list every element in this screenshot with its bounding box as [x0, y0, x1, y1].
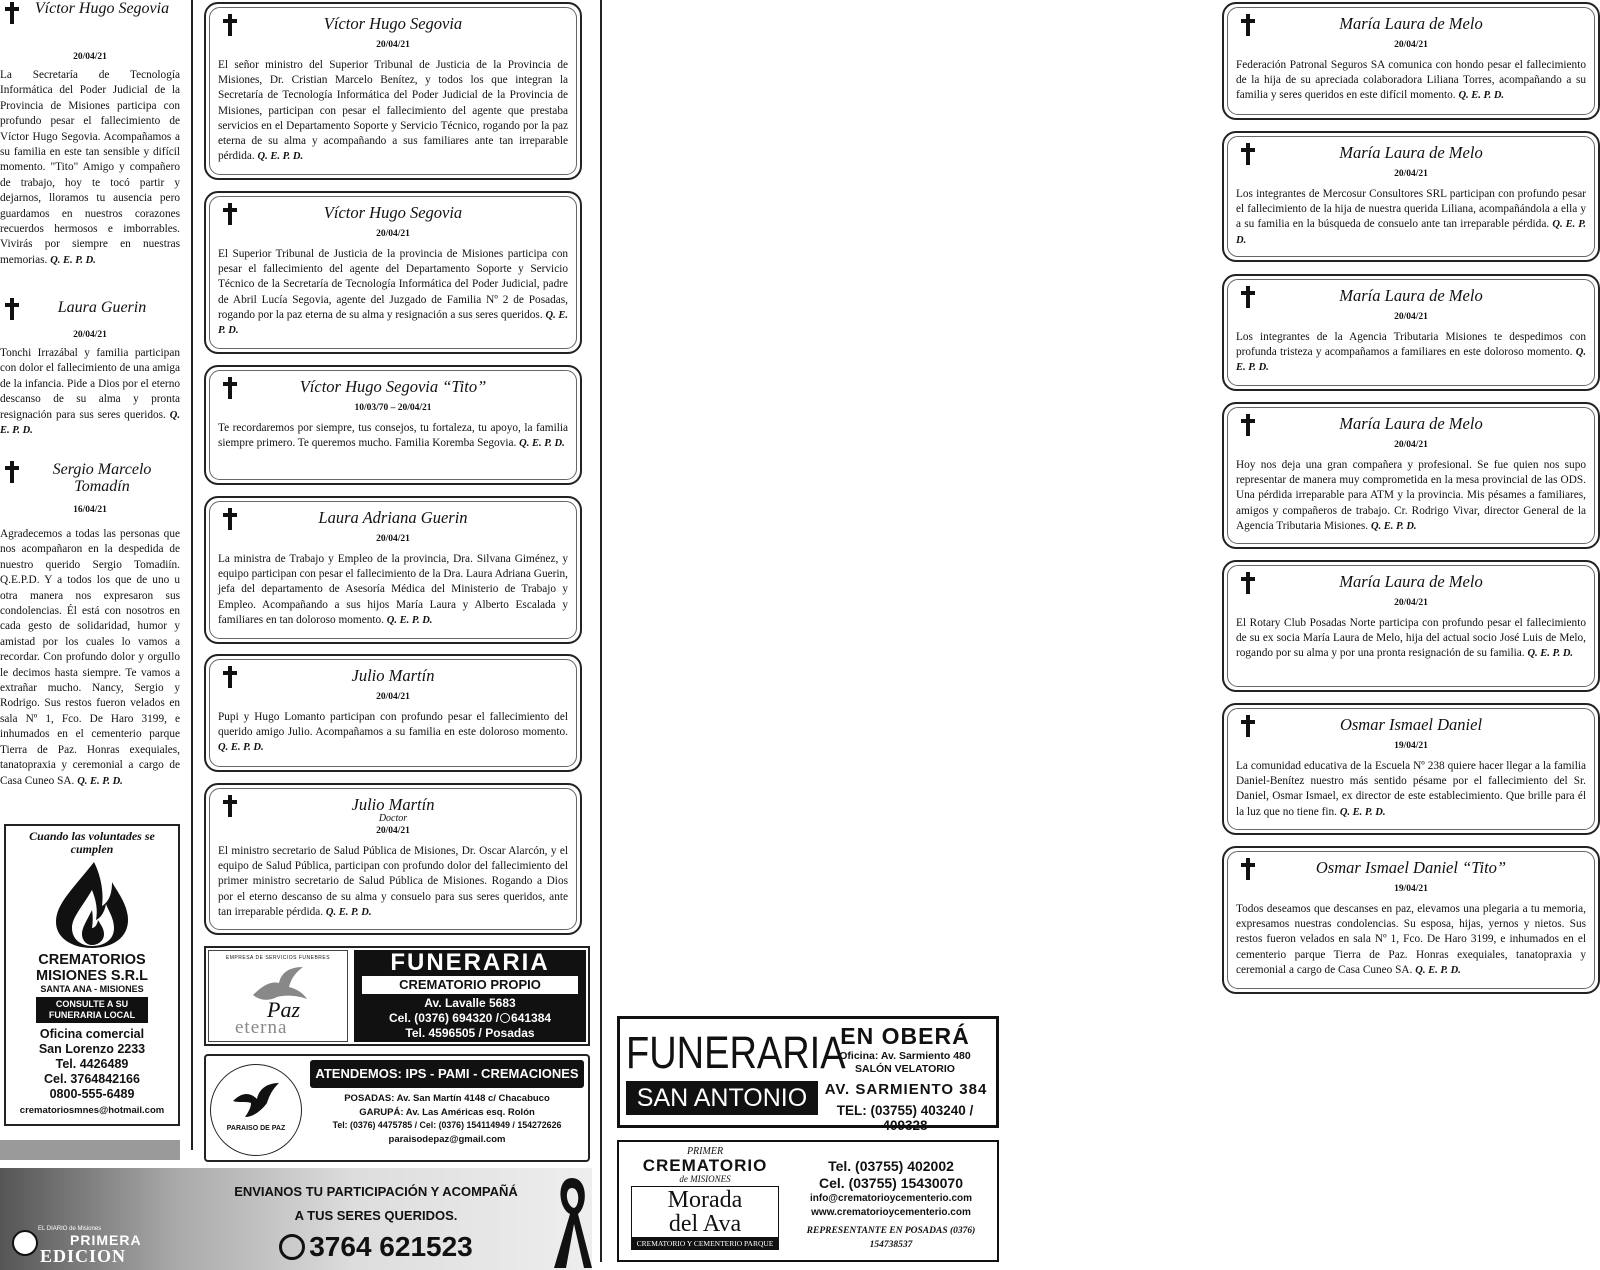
- notice-name: María Laura de Melo: [1339, 414, 1483, 433]
- ad-city: EN OBERÁ: [840, 1023, 970, 1049]
- notice-card: [1222, 402, 1600, 549]
- flame-icon: [42, 860, 142, 948]
- notice-card: [204, 496, 582, 644]
- notice-date: 20/04/21: [376, 229, 410, 239]
- notice-text: Los integrantes de la Agencia Tributaria Misiones te despedimos con profunda tristeza y acompañamos a familiares en este doloroso momento. Q. E. P. D.: [1236, 331, 1587, 374]
- ad-email[interactable]: paraisodepaz@gmail.com: [388, 1133, 506, 1145]
- notice-name: Osmar Ismael Daniel “Tito”: [1315, 858, 1507, 877]
- notice-text: El señor ministro del Superior Tribunal de Justicia de la Provincia de Misiones, Dr. Cristian Marcelo Benítez, y todos los que integran la Secretaría de Tecnología Informática del Poder Judicial de la Provincia de Misiones, participan con pesar el fallecimiento del agente que prestaba servicios en el Departamento Soporte y Servicio Técnico, rogando por la paz eterna de su alma y acompañando a sus familiares ante tan irreparable pérdida. Q. E. P. D.: [218, 59, 568, 163]
- brand-small: EL DIARIO de Misiones: [38, 1226, 102, 1232]
- notice-card: [1222, 2, 1600, 120]
- ad-email[interactable]: info@crematorioycementerio.com: [809, 1193, 973, 1204]
- notice-victor-hugo-segovia-left: [0, 0, 180, 268]
- brand-seal: [12, 1230, 38, 1256]
- cross-icon: [222, 508, 238, 530]
- notice-date: 20/04/21: [1394, 169, 1428, 179]
- notice-card: [1222, 846, 1600, 994]
- ad-tel: TEL: (03755) 403240 / 409328: [836, 1103, 974, 1133]
- notice-text: Agradecemos a todas las personas que nos acompañaron en la despedida de nuestro querido Sergio Tomadiín. Q.E.P.D. Y a todos los que de uno u otra manera nos expresaron sus condolencias. Él está con nosotros en cada gesto de solidaridad, humor y amistad por los cuales lo vamos a recordar. Con profundo dolor y orgullo le decimos hasta siempre. Te vamos a extrañar mucho. Nancy, Sergio y Rodrigo. Sus restos fueron velados en sala Nº 1, Fco. De Haro 3199, e inhumados en el cementerio parque Tierra de Paz. Honras exequiales, tanatopraxia y ceremonial a cargo de Casa Cuneo SA. Q. E. P. D.: [0, 528, 180, 787]
- notice-text: Hoy nos deja una gran compañera y profesional. Se fue quien nos supo representar de manera muy comprometida en la mesa provincial de las ODS. Una pérdida irreparable para ATM y la provincia. Mis pésames a familiares, amigos y compañeros de trabajo. Cr. Rodrigo Vivar, director General de la Agencia Tributaria Misiones. Q. E. P. D.: [1236, 459, 1586, 532]
- left-column: [0, 0, 180, 810]
- notice-text: El ministro secretario de Salud Pública de Misiones, Dr. Oscar Alarcón, y el equipo de Salud Pública, participan con profundo dolor del fallecimiento del primer ministro secretario de Salud Pública de Misiones. Rogando a Dios por el eterno descanso de su alma y consuelo para sus seres queridos, ante tan irreparable pérdida. Q. E. P. D.: [218, 845, 568, 918]
- ad-funeraria-san-antonio: [617, 1016, 999, 1133]
- notice-name: María Laura de Melo: [1339, 143, 1483, 162]
- notice-text: Federación Patronal Seguros SA comunica con hondo pesar el fallecimiento de la hija de su apreciada colaboradora Liliana Torres, acompañando a su familia y seres queridos en este difícil momento. Q. E. P. D.: [1236, 59, 1586, 102]
- notice-date: 16/04/21: [73, 505, 107, 515]
- ad-web[interactable]: www.crematorioycementerio.com: [811, 1207, 971, 1218]
- notice-date: 20/04/21: [1394, 598, 1428, 608]
- cross-icon: [1240, 858, 1256, 880]
- ad-hall: SALÓN VELATORIO: [855, 1063, 955, 1075]
- notice-card: [204, 191, 582, 354]
- notice-date: 20/04/21: [376, 826, 410, 836]
- ad-phones: Tel: (0376) 4475785 / Cel: (0376) 154114949 / 154272626: [332, 1120, 562, 1130]
- notice-text: Tonchi Irrazábal y familia participan con dolor el fallecimiento de una amiga de la infancia. Pide a Dios por el eterno descanso de su alma y pronta resignación para sus seres queridos. Q. E. P. D.: [0, 347, 180, 437]
- ad-title: FUNERARIA: [390, 949, 550, 976]
- notice-name: Sergio Marcelo Tomadín: [52, 461, 152, 495]
- notice-card: [204, 654, 582, 772]
- ad-email[interactable]: crematoriosmnes@hotmail.com: [19, 1105, 165, 1116]
- logo-arc-text: EMPRESA DE SERVICIOS FUNEBRES: [225, 955, 331, 961]
- banner-phone[interactable]: 3764 621523: [200, 1230, 552, 1264]
- ad-company-name: CREMATORIOS MISIONES S.R.L: [36, 952, 148, 984]
- notice-laura-guerin-left: [0, 298, 180, 438]
- morada-name-box: [631, 1186, 779, 1238]
- notice-name: Víctor Hugo Segovia “Tito”: [299, 377, 487, 396]
- notice-text: El Rotary Club Posadas Norte participa con profundo pesar el fallecimiento de su ex socia María Laura de Melo, hija del actual socio José Luis de Melo, rogando por su alma y por una pronta resignación de su familia. Q. E. P. D.: [1236, 617, 1586, 660]
- notice-name: María Laura de Melo: [1339, 286, 1483, 305]
- ad-name: SAN ANTONIO: [626, 1081, 818, 1115]
- notice-card: [204, 2, 582, 180]
- ad-paraiso-de-paz: [204, 1054, 590, 1162]
- notice-name: María Laura de Melo: [1339, 14, 1483, 33]
- notice-text: La ministra de Trabajo y Empleo de la provincia, Dra. Silvana Giménez, y equipo participan con pesar el fallecimiento de la Dra. Laura Adriana Guerin, jefa del departamento de Asesoría Médica del Ministerio de Trabajo y Empleo. Acompañando a sus hijos María Laura y Alberto Escalada y familiares en tan doloroso momento. Q. E. P. D.: [218, 553, 568, 626]
- notice-date: 20/04/21: [376, 40, 410, 50]
- ad-office-label: Oficina comercial: [39, 1027, 145, 1041]
- notice-name: Julio Martín: [351, 666, 435, 685]
- notice-date: 10/03/70 – 20/04/21: [354, 403, 432, 413]
- cross-icon: [4, 2, 20, 24]
- notice-name: Osmar Ismael Daniel: [1339, 715, 1483, 734]
- ad-address: AV. SARMIENTO 384: [824, 1081, 988, 1098]
- notice-date: 19/04/21: [1394, 741, 1428, 751]
- notice-card: [204, 783, 582, 935]
- ad-subtitle: CREMATORIO PROPIO: [362, 976, 578, 994]
- notice-card: [1222, 274, 1600, 391]
- brand-logo: [10, 1226, 160, 1270]
- morada-info: [789, 1158, 993, 1252]
- column-divider-left: [191, 0, 193, 1150]
- ad-phone-3: 0800-555-6489: [49, 1087, 135, 1101]
- whatsapp-icon: [279, 1234, 305, 1260]
- ad-footer: CREMATORIO Y CEMENTERIO PARQUE: [631, 1238, 779, 1250]
- cross-icon: [222, 14, 238, 36]
- notice-name: Julio Martín: [351, 795, 435, 814]
- cross-icon: [4, 461, 20, 483]
- cross-icon: [1240, 143, 1256, 165]
- notice-text: Todos deseamos que descanses en paz, elevamos una plegaria a tu memoria, expresamos nuestras condolencias. Su esposa, hijas, yernos y nietos. Sus restos fueron velados en sala Nº 1, Fco. De Haro 3199, e inhumados en el cementerio parque Tierra de Paz. Honras exequiales, tanatopraxia y ceremonial a cargo de Casa Cuneo SA. Q. E. P. D.: [1236, 903, 1586, 976]
- notice-card: [204, 365, 582, 485]
- morada-logo: [625, 1146, 785, 1250]
- notice-subtitle: Doctor: [378, 813, 408, 824]
- ad-title: CREMATORIO: [642, 1156, 768, 1175]
- notice-text: La comunidad educativa de la Escuela Nº 238 quiere hacer llegar a la familia Daniel-Benítez nuestro más sentido pésame por el fallecimiento del Sr. Daniel, Osmar Ismael, ex director de este establecimiento. Que brille para él la luz que no tiene fin. Q. E. P. D.: [1236, 760, 1586, 818]
- notice-card: [1222, 703, 1600, 835]
- notice-sergio-tomadin-left: [0, 459, 180, 789]
- ad-address: San Lorenzo 2233: [38, 1042, 146, 1056]
- mourning-ribbon-icon: [552, 1168, 592, 1268]
- notice-date: 20/04/21: [1394, 440, 1428, 450]
- notice-name: Víctor Hugo Segovia: [34, 0, 170, 17]
- ad-tel: Tel. 4596505 / Posadas: [405, 1026, 535, 1040]
- ad-consult-banner: CONSULTE A SU FUNERARIA LOCAL: [36, 997, 148, 1023]
- paraiso-logo-text: PARAISO DE PAZ: [226, 1125, 286, 1132]
- notice-name: Víctor Hugo Segovia: [323, 14, 463, 33]
- cross-icon: [1240, 414, 1256, 436]
- cross-icon: [1240, 14, 1256, 36]
- cross-icon: [1240, 286, 1256, 308]
- ad-address-garupa: GARUPÁ: Av. Las Américas esq. Rolón: [359, 1106, 535, 1118]
- notice-name: María Laura de Melo: [1339, 572, 1483, 591]
- ad-primera-edicion: [0, 1168, 592, 1270]
- whatsapp-icon: [500, 1013, 510, 1023]
- notice-name: Laura Adriana Guerin: [318, 508, 468, 527]
- cross-icon: [222, 203, 238, 225]
- ad-phone-2: Cel. 3764842166: [44, 1072, 140, 1086]
- notice-date: 20/04/21: [73, 330, 107, 340]
- paz-eterna-logo: [208, 950, 348, 1042]
- notice-card: [1222, 131, 1600, 262]
- brand-edicion: EDICION: [40, 1246, 127, 1266]
- cross-icon: [1240, 572, 1256, 594]
- column-divider-right: [600, 0, 602, 1262]
- ad-pre: PRIMER: [686, 1146, 724, 1157]
- notice-name: Víctor Hugo Segovia: [323, 203, 463, 222]
- paraiso-info: [310, 1092, 584, 1146]
- cross-icon: [222, 795, 238, 817]
- ad-name-1: Morada: [667, 1187, 743, 1213]
- notice-date: 20/04/21: [73, 52, 107, 62]
- notice-date: 20/04/21: [376, 534, 410, 544]
- notice-date: 20/04/21: [376, 692, 410, 702]
- banner-line-2: A TUS SERES QUERIDOS.: [294, 1208, 458, 1223]
- cross-icon: [222, 377, 238, 399]
- notice-name: Laura Guerin: [57, 299, 147, 316]
- notice-text: La Secretaría de Tecnología Informática del Poder Judicial de la Provincia de Misiones participa con profundo pesar el fallecimiento de Víctor Hugo Segovia. Acompañamos a su familia en este tan sensible y difícil momento. "Tito" Amigo y compañero de trabajo, hoy te tocó partir y dejarnos, lloramos tu ausencia pero guardamos en nuestros corazones recuerdos hermosos e imborrables. Vivirás por siempre en nuestras memorias. Q. E. P. D.: [0, 69, 180, 266]
- brand-primera: PRIMERA: [70, 1232, 142, 1248]
- gray-bar: [0, 1140, 180, 1160]
- notice-date: 19/04/21: [1394, 884, 1428, 894]
- notice-card: [1222, 560, 1600, 692]
- logo-text-eterna: eterna: [235, 1017, 288, 1038]
- ad-cel: Cel. (03755) 15430070: [819, 1175, 963, 1191]
- ad-paz-eterna: [204, 946, 590, 1046]
- cross-icon: [222, 666, 238, 688]
- notice-text: Pupi y Hugo Lomanto participan con profundo pesar el fallecimiento del querido amigo Julio. Acompañamos a su familia en este doloroso momento. Q. E. P. D.: [218, 711, 568, 754]
- ad-name-2: del Ava: [668, 1211, 742, 1237]
- dove-icon: [231, 1081, 281, 1121]
- notice-text: Te recordaremos por siempre, tus consejos, tu fortaleza, tu apoyo, la familia siempre primero. Te queremos mucho. Familia Koremba Segovia. Q. E. P. D.: [218, 422, 568, 450]
- banner-line-1: ENVIANOS TU PARTICIPACIÓN Y ACOMPAÑÁ: [234, 1184, 518, 1199]
- notice-text: El Superior Tribunal de Justicia de la provincia de Misiones participa con pesar el fallecimiento del agente del Departamento Soporte y Servicio Técnico de la Secretaría de Tecnología Informática del Poder Judicial, padre de Abril Lucía Segovia, agente del Juzgado de Familia Nº 2 de Posadas, rogando por la paz eterna de su alma y resignación a sus seres queridos. Q. E. P. D.: [218, 248, 568, 337]
- ad-address: Av. Lavalle 5683: [424, 996, 516, 1010]
- ad-representative: REPRESENTANTE EN POSADAS (0376) 154738537: [806, 1226, 976, 1250]
- ad-location: SANTA ANA - MISIONES: [40, 984, 144, 994]
- ad-cel: Cel. (0376) 694320 / 641384: [388, 1011, 552, 1025]
- ad-crematorios-misiones: [4, 824, 180, 1126]
- ad-tel: Tel. (03755) 402002: [828, 1158, 954, 1174]
- notice-date: 20/04/21: [1394, 312, 1428, 322]
- ad-crematorio-morada-del-ava: [617, 1140, 999, 1262]
- cross-icon: [1240, 715, 1256, 737]
- notice-text: Los integrantes de Mercosur Consultores SRL participan con profundo pesar el fallecimiento de la hija de nuestra querida Liliana, acompañándola a ella y a su familia en la búsqueda de consuelo ante tan irreparable pérdida. Q. E. P. D.: [1236, 188, 1586, 246]
- ad-sub: de MISIONES: [679, 1174, 731, 1184]
- paz-eterna-info: [354, 950, 586, 1042]
- ad-office: Oficina: Av. Sarmiento 480: [839, 1050, 971, 1062]
- ad-title: FUNERARIA: [626, 1028, 846, 1079]
- logo-text-paz: Paz: [267, 997, 300, 1022]
- paraiso-logo: [210, 1064, 302, 1156]
- notice-date: 20/04/21: [1394, 40, 1428, 50]
- ad-address-posadas: POSADAS: Av. San Martín 4148 c/ Chacabuco: [344, 1093, 550, 1104]
- paraiso-banner: ATENDEMOS: IPS - PAMI - CREMACIONES: [310, 1060, 584, 1088]
- ad-phone-1: Tel. 4426489: [55, 1057, 129, 1071]
- cross-icon: [4, 298, 20, 320]
- ad-slogan: Cuando las voluntades se cumplen: [29, 829, 155, 856]
